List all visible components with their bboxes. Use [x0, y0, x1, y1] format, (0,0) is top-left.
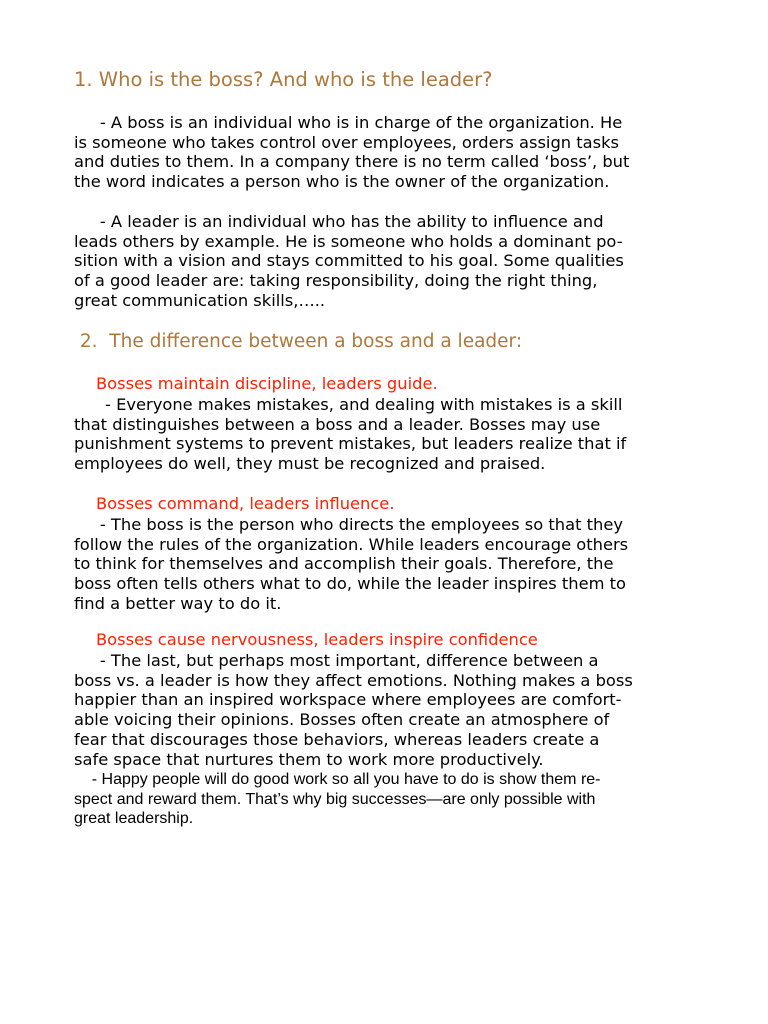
point-1-title: Bosses maintain discipline, leaders guide.	[96, 374, 438, 393]
text-line: that distinguishes between a boss and a leader. Bosses may use	[74, 414, 601, 434]
text-line: - Happy people will do good work so all you have to do is show them re-	[74, 771, 601, 788]
text-line: employees do well, they must be recognized and praised.	[74, 454, 546, 474]
text-line: to think for themselves and accomplish their goals. Therefore, the	[74, 554, 614, 574]
text-line: find a better way to do it.	[74, 593, 282, 613]
text-line: boss vs. a leader is how they affect emotions. Nothing makes a boss	[74, 670, 633, 690]
text-line: fear that discourages those behaviors, whereas leaders create a	[74, 729, 600, 749]
text-line: the word indicates a person who is the owner of the organization.	[74, 172, 610, 192]
text-line: - The last, but perhaps most important, difference between a	[74, 651, 599, 670]
leader-definition-paragraph	[74, 212, 704, 311]
text-line: - A leader is an individual who has the ability to influence and	[74, 212, 604, 231]
text-line: sition with a vision and stays committed to his goal. Some qualities	[74, 251, 624, 271]
text-line: able voicing their opinions. Bosses often create an atmosphere of	[74, 710, 610, 730]
point-2-title: Bosses command, leaders influence.	[96, 494, 395, 513]
section-2-heading: 2. The difference between a boss and a leader:	[74, 331, 523, 352]
text-line: of a good leader are: taking responsibility, doing the right thing,	[74, 271, 598, 291]
text-line: follow the rules of the organization. While leaders encourage others	[74, 534, 629, 554]
text-line: boss often tells others what to do, while the leader inspires them to	[74, 574, 627, 594]
text-line: spect and reward them. That’s why big successes—are only possible with	[74, 790, 596, 808]
point-2-paragraph	[74, 515, 704, 614]
point-3-paragraph	[74, 651, 704, 769]
section-1-heading: 1. Who is the boss? And who is the leader?	[74, 68, 493, 91]
text-line: is someone who takes control over employees, orders assign tasks	[74, 132, 620, 152]
boss-definition-paragraph	[74, 113, 704, 192]
text-line: punishment systems to prevent mistakes, but leaders realize that if	[74, 434, 627, 454]
text-line: safe space that nurtures them to work more productively.	[74, 749, 544, 769]
text-line: happier than an inspired workspace where employees are comfort-	[74, 690, 622, 710]
text-line: great communication skills,…..	[74, 290, 326, 310]
text-line: - Everyone makes mistakes, and dealing with mistakes is a skill	[74, 395, 623, 414]
text-line: - The boss is the person who directs the employees so that they	[74, 515, 623, 534]
text-line: great leadership.	[74, 810, 194, 827]
closing-paragraph	[74, 770, 704, 829]
point-3-title: Bosses cause nervousness, leaders inspire confidence	[96, 630, 538, 649]
point-1-paragraph	[74, 395, 704, 474]
text-line: - A boss is an individual who is in charge of the organization. He	[74, 113, 623, 132]
text-line: and duties to them. In a company there is no term called ‘boss’, but	[74, 152, 630, 172]
text-line: leads others by example. He is someone who holds a dominant po-	[74, 231, 623, 251]
